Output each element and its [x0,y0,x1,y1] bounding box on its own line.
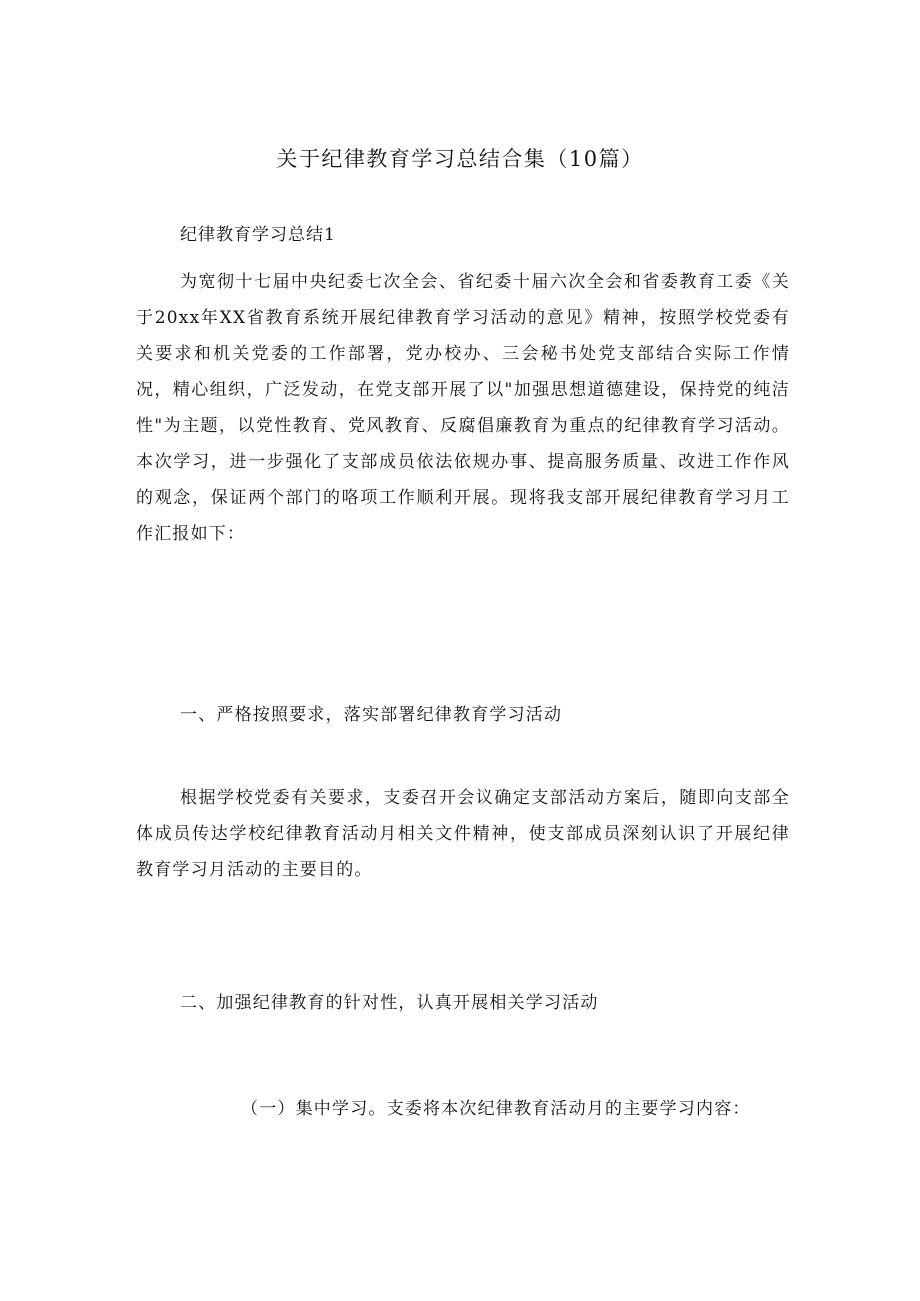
sub-item-1: （一）集中学习。支委将本次纪律教育活动月的主要学习内容： [241,1099,751,1119]
paragraph-intro: 为宽彻十七届中央纪委七次全会、省纪委十届六次全会和省委教育工委《关于20xx年XX省教育系统开展纪律教育学习活动的意见》精神，按照学校党委有关要求和机关党委的工作部署，党办校办、三会秘书处党支部结合实际工作情况，精心组织，广泛发动，在党支部开展了以"加强思想道德建设，保持党的纯洁性"为主题，以党性教育、党风教育、反腐倡廉教育为重点的纪律教育学习活动。本次学习，进一步强化了支部成员依法依规办事、提高服务质量、改进工作作风的观念，保证两个部门的咯项工作顺利开展。现将我支部开展纪律教育学习月工作汇报如下： [136,272,790,544]
document-title: 关于纪律教育学习总结合集（10篇） [276,147,644,171]
section-heading-1: 一、严格按照要求，落实部署纪律教育学习活动 [180,705,563,725]
section-subtitle: 纪律教育学习总结1 [180,225,336,245]
paragraph-section-1: 根据学校党委有关要求，支委召开会议确定支部活动方案后，随即向支部全体成员传达学校纪律教育活动月相关文件精神，使支部成员深刻认识了开展纪律教育学习月活动的主要目的。 [136,788,790,880]
section-heading-2: 二、加强纪律教育的针对性，认真开展相关学习活动 [180,993,599,1013]
